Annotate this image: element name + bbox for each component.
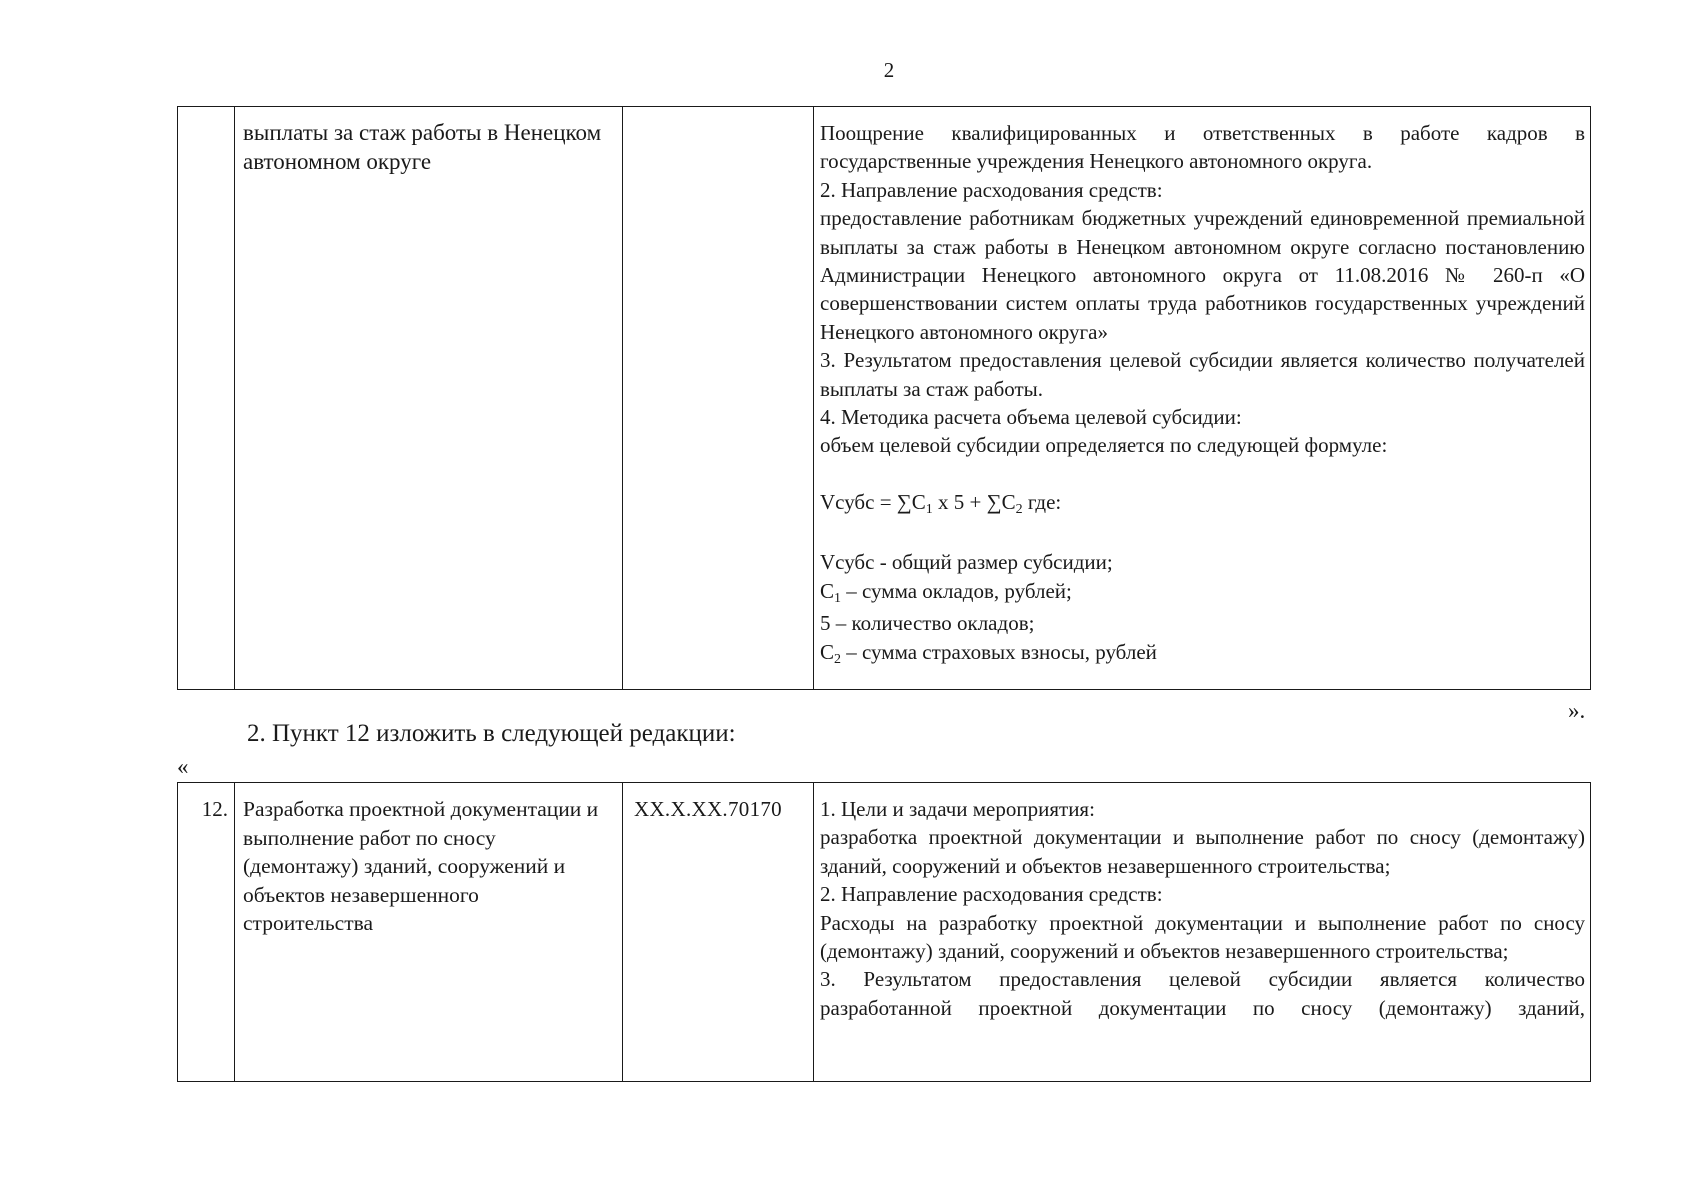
measure-description-cell — [814, 783, 1591, 1082]
goal-paragraph: Поощрение квалифицированных и ответственных в работе кадров в государственные учреждения Ненецкого автономного округа. — [820, 121, 1585, 174]
measure-name-cell — [235, 783, 623, 1082]
measure-description — [814, 107, 1590, 670]
row-number: 12. — [201, 797, 228, 821]
measures-table-continued — [177, 106, 1591, 690]
result-paragraph: 3. Результатом предоставления целевой субсидии является количество разработанной проектной документации по сносу (демонтажу) зданий, — [820, 967, 1585, 1020]
table-row — [178, 783, 1591, 1082]
measure-description-cell — [814, 107, 1591, 690]
row-number-cell — [178, 107, 235, 690]
method-heading: 4. Методика расчета объема целевой субсидии: — [820, 405, 1242, 430]
budget-code-cell — [623, 107, 814, 690]
budget-code-cell — [623, 783, 814, 1082]
subsidy-formula: Vсубс = $\sum С_1$ х $5 + \sum С_2$ где: — [820, 489, 1062, 517]
measure-name-cell — [235, 107, 623, 690]
result-paragraph: 3. Результатом предоставления целевой субсидии является количество получателей выплаты за стаж работы. — [820, 348, 1585, 401]
spending-direction-text: предоставление работникам бюджетных учреждений единовременной премиальной выплаты за стаж работы в Ненецком автономном округе согласно постановлению Администрации Ненецкого автономного округа от 11.08.2016 № 260-п «О совершенствовании систем оплаты труда работников государственных учреждений Ненецкого автономного округа» — [820, 206, 1585, 344]
table-row — [178, 107, 1591, 690]
formula-definition: $С_1$ – сумма окладов, рублей; — [820, 578, 1072, 606]
spending-direction-text: Расходы на разработку проектной документации и выполнение работ по сносу (демонтажу) зданий, сооружений и объектов незавершенного строительства; — [820, 910, 1585, 964]
page-number: 2 — [883, 58, 895, 82]
formula-definition: 5 – количество окладов; — [820, 611, 1035, 636]
measures-table-new-item — [177, 782, 1591, 1082]
measure-name: выплаты за стаж работы в Ненецком автономном округе — [243, 120, 602, 174]
closing-quote: ». — [1568, 698, 1586, 723]
measure-description — [814, 783, 1590, 1022]
amendment-instruction: 2. Пункт 12 изложить в следующей редакции: — [247, 720, 736, 747]
goals-heading: 1. Цели и задачи мероприятия: — [820, 797, 1095, 821]
spending-direction-heading: 2. Направление расходования средств: — [820, 882, 1163, 907]
method-text: объем целевой субсидии определяется по следующей формуле: — [820, 433, 1388, 458]
spending-direction-heading: 2. Направление расходования средств: — [820, 177, 1163, 202]
measure-name: Разработка проектной документации и выполнение работ по сносу (демонтажу) зданий, сооружений и объектов незавершенного строительства — [243, 797, 599, 936]
row-number — [178, 107, 234, 119]
budget-code — [623, 107, 813, 119]
row-number-cell — [178, 783, 235, 1082]
opening-quote: « — [177, 754, 189, 779]
formula-definition: $С_2$ – сумма страховых взносы, рублей — [820, 639, 1157, 667]
budget-code: ХХ.Х.ХХ.70170 — [634, 797, 782, 821]
goals-text: разработка проектной документации и выполнение работ по сносу (демонтажу) зданий, сооружений и объектов незавершенного строительства; — [820, 825, 1585, 878]
formula-definition: Vсубс - общий размер субсидии; — [820, 550, 1113, 575]
